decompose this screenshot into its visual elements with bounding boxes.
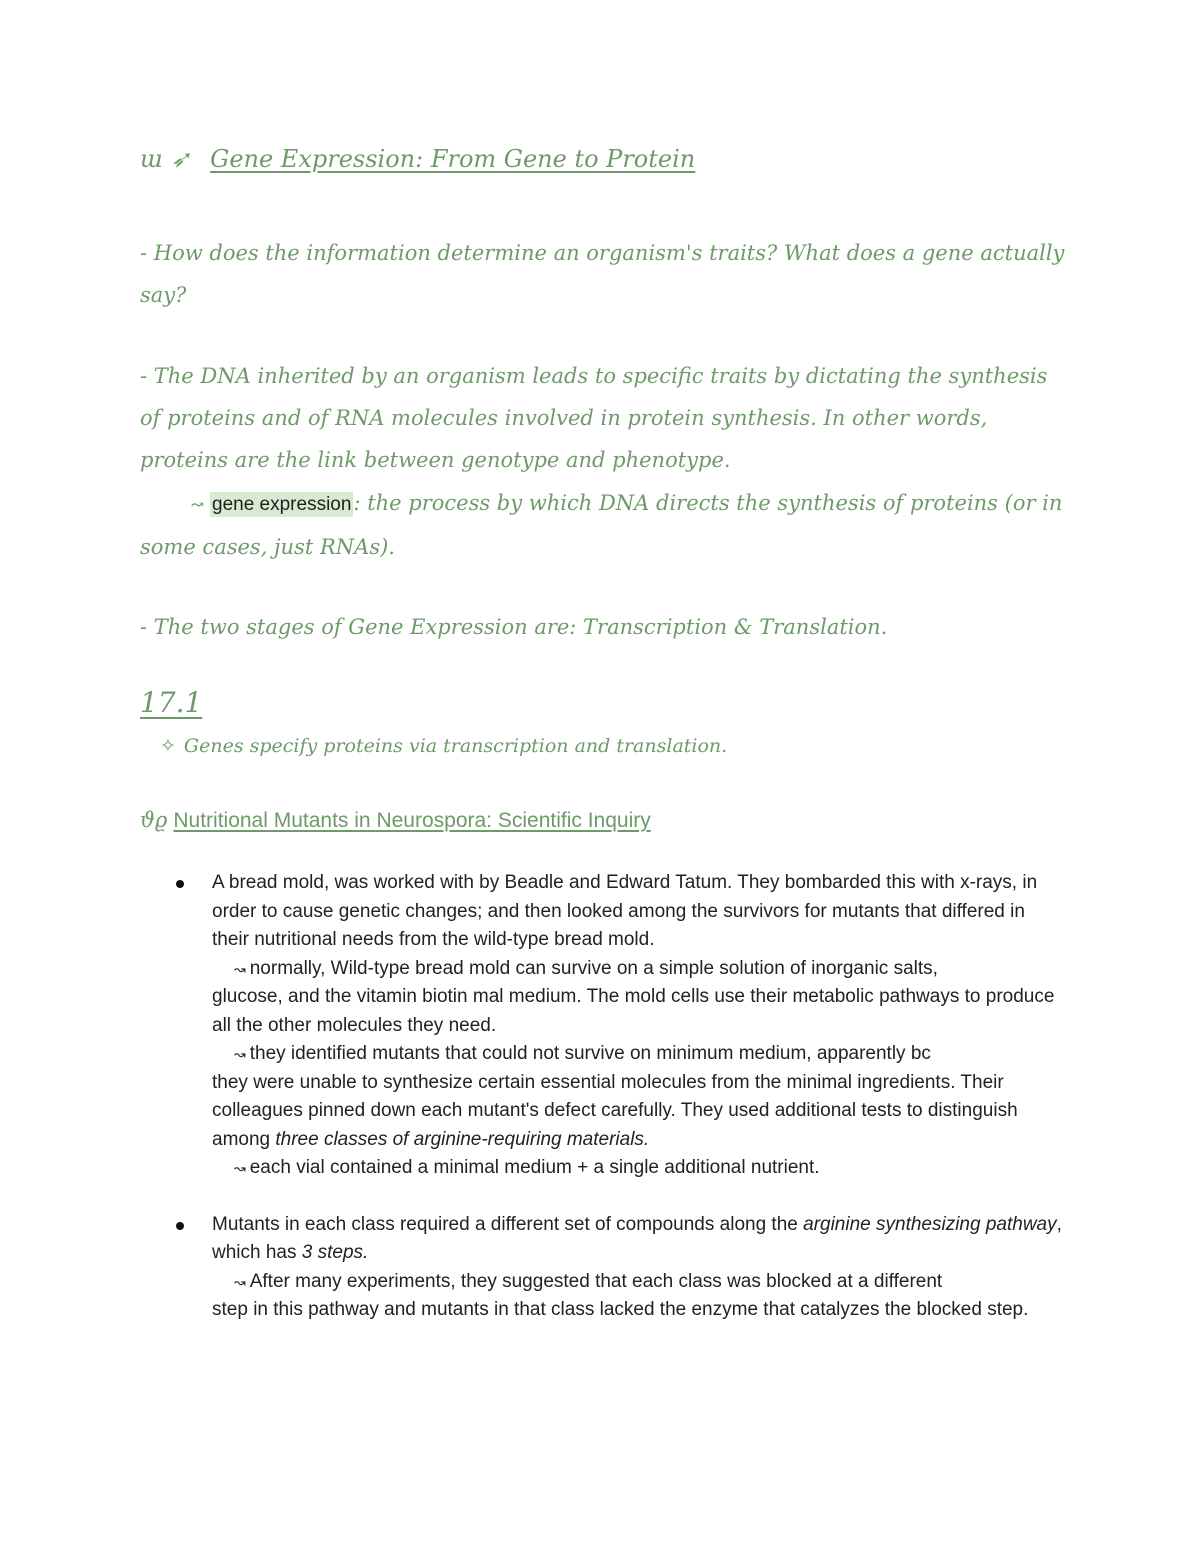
inquiry-link[interactable]: Nutritional Mutants in Neurospora: Scientific Inquiry — [173, 809, 651, 832]
bullet-text: Mutants in each class required a different set of compounds along the — [212, 1213, 804, 1235]
arrow-icon: ↝ — [234, 960, 246, 977]
sub-note — [212, 1154, 1067, 1183]
definition-text: : the process by which DNA directs the synthesis of proteins (or in some cases, just RNAs). — [140, 491, 1063, 559]
section-number: 17.1 — [140, 686, 203, 719]
emphasis-text: 3 steps. — [301, 1242, 369, 1263]
sub-note — [212, 1040, 1067, 1069]
sub-note-text: each vial contained a minimal medium + a single additional nutrient. — [249, 1157, 820, 1178]
bullet-list — [0, 869, 1200, 1325]
arrow-icon: ↝ — [234, 1273, 246, 1290]
sub-note-continuation: step in this pathway and mutants in that class lacked the enzyme that catalyzes the blocked step. — [212, 1299, 1029, 1320]
gene-expression-definition — [140, 482, 1065, 568]
sub-note — [212, 1268, 1067, 1297]
stages-paragraph: - The two stages of Gene Expression are: Transcription & Translation. — [140, 615, 888, 639]
arrow-icon: ↝ — [234, 1046, 246, 1062]
sub-note — [212, 955, 1067, 984]
dna-paragraph: - The DNA inherited by an organism leads to specific traits by dictating the synthesis of proteins and of RNA molecules involved in protein synthesis. In other words, proteins are the link between genotype and phenotype. — [140, 364, 1048, 472]
list-item — [212, 1211, 1067, 1325]
bullet-dot — [176, 880, 184, 888]
inquiry-heading — [140, 808, 651, 833]
emphasis-text: arginine synthesizing pathway — [803, 1213, 1057, 1235]
continuation-text: they were unable to synthesize certain essential molecules from the minimal ingredients. Their colleagues pinned down each mutant's defect carefully. They used additional tests to distinguish among — [212, 1071, 1018, 1150]
page-title: Gene Expression: From Gene to Protein — [210, 145, 696, 173]
list-item — [212, 869, 1067, 1183]
emphasis-text: three classes of arginine-requiring materials. — [275, 1128, 650, 1150]
highlighted-term: gene expression — [212, 494, 352, 515]
question-paragraph: - How does the information determine an organism's traits? What does a gene actually say? — [140, 241, 1065, 307]
sub-note-text: they identified mutants that could not survive on minimum medium, apparently bc — [249, 1043, 931, 1064]
sub-note-continuation — [212, 1069, 1067, 1155]
sub-note-continuation: glucose, and the vitamin biotin mal medium. The mold cells use their metabolic pathways to produce all the other molecules they need. — [212, 986, 1055, 1036]
sparkle-icon: ✧ — [160, 735, 176, 757]
heading-ornament: ϑϱ — [140, 808, 168, 832]
section-subtitle-text: Genes specify proteins via transcription and translation. — [183, 735, 728, 757]
page-title-row — [140, 145, 695, 185]
arrow-icon: ↝ — [234, 1160, 246, 1176]
title-ornament: ɯ ➶ — [140, 145, 191, 173]
section-subtitle — [160, 735, 727, 757]
sub-note-text: normally, Wild-type bread mold can survive on a simple solution of inorganic salts, — [249, 957, 938, 979]
arrow-icon: ↝ — [190, 495, 204, 514]
bullet-text: A bread mold, was worked with by Beadle and Edward Tatum. They bombarded this with x-rays, in order to cause genetic changes; and then looked among the survivors for mutants that differed in their nutritional needs from the wild-type bread mold. — [212, 872, 1038, 950]
sub-note-text: After many experiments, they suggested that each class was blocked at a different — [249, 1270, 943, 1292]
bullet-text: , which has — [212, 1213, 1062, 1263]
bullet-dot — [176, 1222, 184, 1230]
